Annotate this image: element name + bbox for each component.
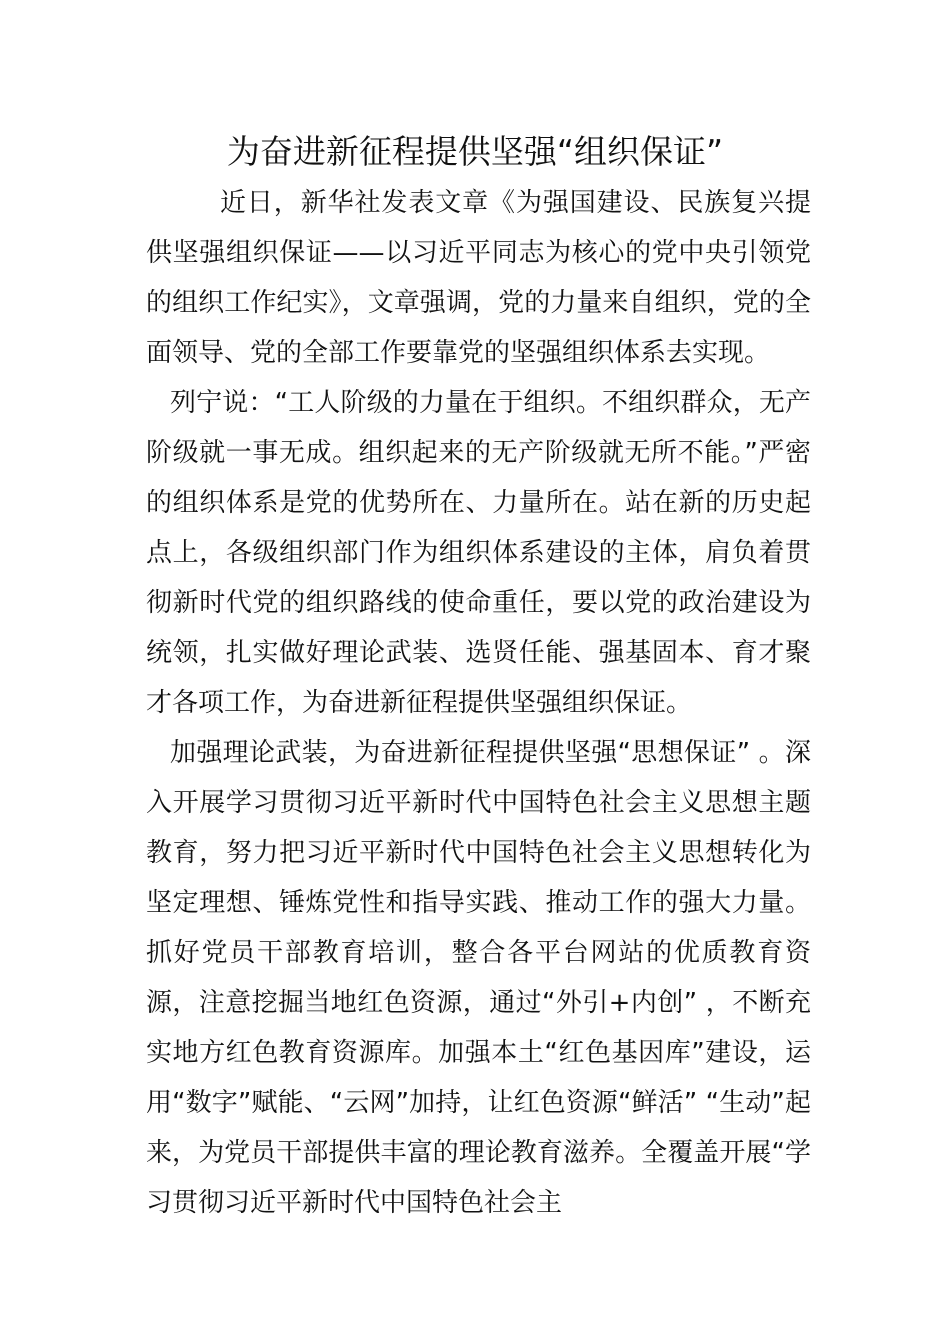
- paragraph-intro: 近日，新华社发表文章《为强国建设、民族复兴提供坚强组织保证——以习近平同志为核心的党中央引领党的组织工作纪实》，文章强调，党的力量来自组织，党的全面领导、党的全部工作要靠党的坚强组织体系去实现。: [146, 188, 811, 368]
- paragraph-theory-armament: 加强理论武装，为奋进新征程提供坚强“思想保证” 。深入开展学习贯彻习近平新时代中国特色社会主义思想主题教育，努力把习近平新时代中国特色社会主义思想转化为坚定理想、锤炼党性和指导实践、推动工作的强大力量。抓好党员干部教育培训，整合各平台网站的优质教育资源，注意挖掘当地红色资源，通过“外引+内创” ，不断充实地方红色教育资源库。加强本土“红色基因库”建设，运用“数字”赋能、“云网”加持，让红色资源“鲜活” “生动”起来，为党员干部提供丰富的理论教育滋养。全覆盖开展“学习贯彻习近平新时代中国特色社会主: [146, 738, 811, 1218]
- paragraph-lenin-quote: 列宁说：“工人阶级的力量在于组织。不组织群众，无产阶级就一事无成。组织起来的无产阶级就无所不能。”严密的组织体系是党的优势所在、力量所在。站在新的历史起点上，各级组织部门作为组织体系建设的主体，肩负着贯彻新时代党的组织路线的使命重任，要以党的政治建设为统领，扎实做好理论武装、选贤任能、强基固本、育才聚才各项工作，为奋进新征程提供坚强组织保证。: [146, 388, 811, 718]
- document-title: 为奋进新征程提供坚强“组织保证”: [226, 132, 724, 171]
- document-body: [146, 178, 811, 1228]
